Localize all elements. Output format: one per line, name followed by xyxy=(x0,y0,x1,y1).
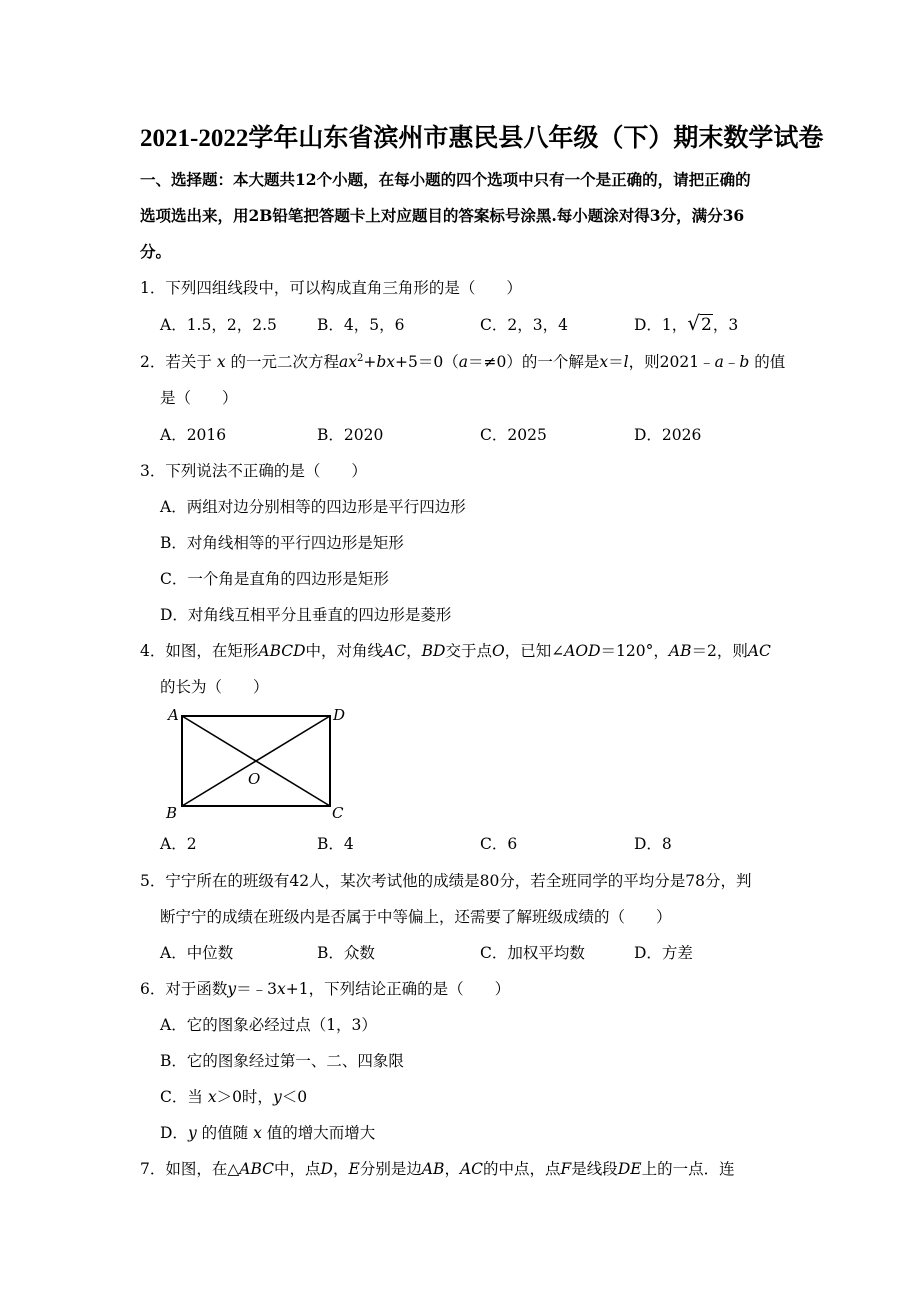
q4-option-d: D．8 xyxy=(634,835,672,853)
q2-option-c: C．2025 xyxy=(480,426,547,444)
q2-option-a: A．2016 xyxy=(160,426,227,444)
question-2-stem-line1: 2．若关于 x 的一元二次方程$ax^2+bx+5=0(a=\ne 0)$的一个解是x＝l，则2021﹣a﹣b 的值 xyxy=(140,352,786,371)
rectangle-abcd-figure xyxy=(160,700,360,822)
section-heading-line2: 选项选出来，用2B铅笔把答题卡上对应题目的答案标号涂黑.每小题涂对得3分，满分36 xyxy=(140,206,745,225)
q4-option-c: C．6 xyxy=(480,835,518,853)
q2-option-b: B．2020 xyxy=(317,426,384,444)
q6-option-c: C．当 x＞0时，y＜0 xyxy=(160,1088,308,1106)
question-6-stem: 6．对于函数y＝﹣3x+1，下列结论正确的是（ ） xyxy=(140,980,511,998)
q5-option-d: D．方差 xyxy=(634,944,693,962)
q1-option-c: C．2，3，4 xyxy=(480,316,568,334)
question-4-stem-line1: 4．如图，在矩形ABCD中，对角线AC，BD交于点O，已知∠AOD＝120°，AB＝2，则AC xyxy=(140,642,771,660)
q1-option-d: D．1，√2，3 xyxy=(634,311,739,335)
section-heading-line1: 一、选择题：本大题共12个小题，在每小题的四个选项中只有一个是正确的，请把正确的 xyxy=(140,170,751,189)
q1-option-a: A．1.5，2，2.5 xyxy=(160,316,277,334)
q4-option-b: B．4 xyxy=(317,835,354,853)
q6-option-a: A．它的图象必经过点（1，3） xyxy=(160,1016,377,1034)
label-D: D xyxy=(333,706,346,724)
label-C: C xyxy=(332,804,344,822)
label-O: O xyxy=(248,770,261,788)
sqrt-symbol: √ xyxy=(687,311,701,335)
question-5-stem-line1: 5．宁宁所在的班级有42人，某次考试他的成绩是80分，若全班同学的平均分是78分，判 xyxy=(140,872,752,890)
q2-option-d: D．2026 xyxy=(634,426,702,444)
question-4-stem-line2: 的长为（ ） xyxy=(160,678,269,696)
label-B: B xyxy=(166,804,178,822)
q1-option-b: B．4，5，6 xyxy=(317,316,405,334)
question-3-stem: 3．下列说法不正确的是（ ） xyxy=(140,462,367,480)
question-2-stem-line2: 是（ ） xyxy=(160,389,238,407)
q4-option-a: A．2 xyxy=(160,835,197,853)
q6-option-b: B．它的图象经过第一、二、四象限 xyxy=(160,1052,404,1070)
page-title: 2021-2022学年山东省滨州市惠民县八年级（下）期末数学试卷 xyxy=(140,125,824,152)
q5-option-b: B．众数 xyxy=(317,944,375,962)
question-7-stem: 7．如图，在△ABC中，点D，E分别是边AB，AC的中点，点F是线段DE上的一点．连 xyxy=(140,1160,735,1178)
q3-option-b: B．对角线相等的平行四边形是矩形 xyxy=(160,534,404,552)
question-5-stem-line2: 断宁宁的成绩在班级内是否属于中等偏上，还需要了解班级成绩的（ ） xyxy=(160,908,672,926)
label-A: A xyxy=(168,706,179,724)
q3-option-c: C．一个角是直角的四边形是矩形 xyxy=(160,570,389,588)
section-heading-line3: 分。 xyxy=(140,242,172,261)
q3-option-a: A．两组对边分别相等的四边形是平行四边形 xyxy=(160,498,466,516)
question-1-stem: 1．下列四组线段中，可以构成直角三角形的是（ ） xyxy=(140,279,522,297)
q5-option-c: C．加权平均数 xyxy=(480,944,585,962)
q5-option-a: A．中位数 xyxy=(160,944,234,962)
q6-option-d: D．y 的值随 x 值的增大而增大 xyxy=(160,1124,376,1142)
q3-option-d: D．对角线互相平分且垂直的四边形是菱形 xyxy=(160,606,452,624)
